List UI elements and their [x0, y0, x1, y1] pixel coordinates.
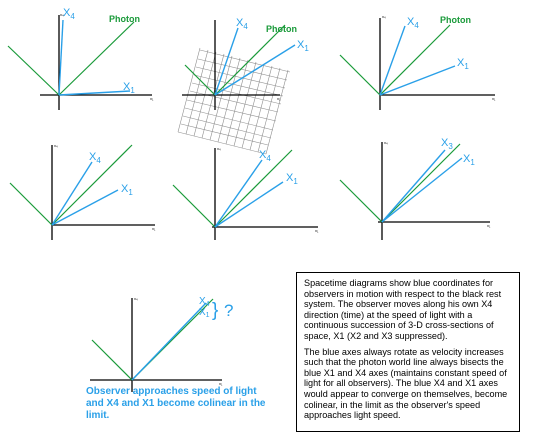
diagram-panel-1 [8, 7, 154, 110]
limit-caption: Observer approaches speed of light and X4 and X1 become colinear in the limit. [86, 386, 266, 421]
explanation-paragraph-1: Spacetime diagrams show blue coordinates for observers in motion with respect to the black rest system. The observer moves along his own X4 direction (time) at the speed of light with a continuous succession of 3-D cross-sections of space, X1 (X2 and X3 suppressed). [304, 278, 502, 341]
photon-worldline-left [340, 55, 380, 95]
x1-axis-blue [52, 190, 118, 225]
x1-label: $X_1$ [199, 307, 210, 319]
diagram-panel-7 [90, 296, 233, 392]
x4-label: $X_4$ [259, 149, 271, 163]
diagram-panel-3 [340, 14, 496, 110]
x4-tick-label: x₄ [384, 140, 388, 145]
x1-tick-label: x₁ [277, 96, 281, 101]
x1-tick-label: x₁ [487, 223, 491, 228]
x1-label: $X_1$ [121, 183, 133, 197]
diagram-panel-4 [10, 143, 156, 240]
photon-worldline-left [8, 46, 59, 95]
question-mark: ? [224, 301, 234, 320]
x1-label: $X_1$ [123, 81, 135, 95]
colinear-x4-x1-axes [132, 303, 206, 380]
photon-worldline-left [340, 180, 382, 222]
diagram-panel-6 [340, 137, 491, 240]
x4-label: $X_4$ [89, 151, 101, 165]
x1-axis-blue [382, 158, 462, 222]
x1-tick-label: x₁ [315, 228, 319, 233]
photon-worldline-left [173, 185, 215, 227]
x4-axis-blue [215, 160, 262, 227]
x4-axis-blue [52, 162, 92, 225]
photon-worldline-left [92, 340, 132, 380]
x4-tick-label: x₄ [382, 14, 386, 19]
photon-label: Photon [109, 14, 140, 24]
photon-label: Photon [266, 24, 297, 34]
x1-label: $X_1$ [457, 57, 469, 71]
x4-label: $X_4$ [63, 7, 75, 21]
x4-axis-blue [380, 26, 405, 95]
x1-tick-label: x₁ [152, 226, 156, 231]
diagram-panel-2 [178, 17, 309, 154]
x1-tick-label: x₁ [492, 96, 496, 101]
photon-worldline-left [10, 183, 52, 225]
photon-worldline [380, 25, 450, 95]
x4-tick-label: x₄ [60, 12, 64, 17]
x4-label: $X_4$ [407, 16, 419, 30]
x1-label: $X_1$ [463, 153, 475, 167]
x4-label: $X_4$ [199, 296, 210, 308]
photon-worldline-left [185, 65, 215, 95]
x4-tick-label: x₄ [54, 143, 58, 148]
x1-axis-blue [380, 66, 455, 95]
photon-worldline [382, 144, 460, 222]
x4-tick-label: x₄ [134, 296, 138, 301]
brace-symbol: } [212, 300, 219, 321]
photon-label: Photon [440, 15, 471, 25]
x4-axis-blue [382, 150, 445, 222]
x1-tick-label: x₁ [219, 381, 223, 386]
x3-label: $X_3$ [441, 137, 453, 151]
x1-axis-blue [215, 182, 283, 227]
x4-axis-blue [215, 28, 238, 95]
x1-tick-label: x₁ [150, 96, 154, 101]
x1-label: $X_1$ [297, 39, 309, 53]
explanation-box [296, 272, 520, 432]
x4-tick-label: x₄ [217, 146, 221, 151]
explanation-paragraph-2: The blue axes always rotate as velocity increases such that the photon world line always bisects the blue X1 and X4 axes (maintains constant speed of light for all observers). The blue X4 and X1 axes would appear to converge on themselves, become colinear, in the limit as the observer's speed approaches light speed. [304, 346, 508, 421]
photon-worldline [215, 150, 292, 227]
diagram-panel-5 [173, 146, 319, 240]
x1-label: $X_1$ [286, 172, 298, 186]
x4-label: $X_4$ [236, 17, 248, 31]
skewed-coordinate-grid [178, 48, 290, 154]
